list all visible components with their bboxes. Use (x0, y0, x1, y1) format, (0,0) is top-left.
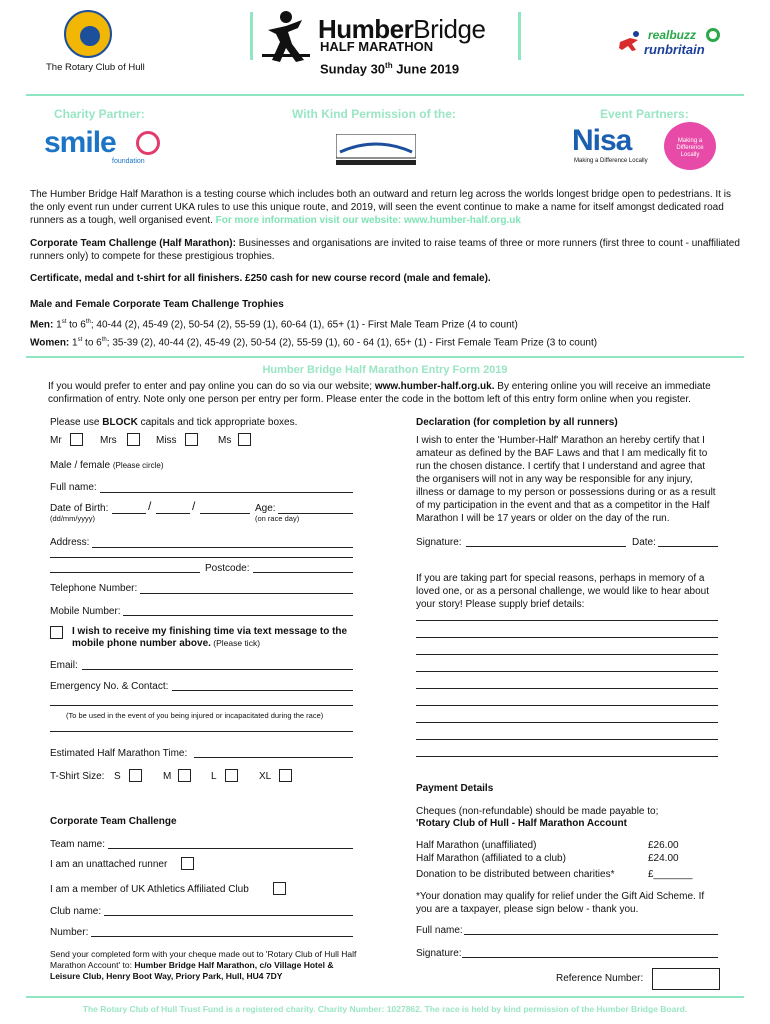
sms-line-2 (72, 637, 260, 650)
number-label: Number: (50, 927, 89, 938)
sms-line-1: I wish to receive my finishing time via text message to the (72, 626, 348, 637)
tshirt-label: T-Shirt Size: (50, 771, 105, 782)
trophies-heading: Male and Female Corporate Team Challenge Trophies (30, 299, 284, 310)
dob-day-field[interactable] (112, 513, 146, 514)
event-date-a: Sunday 30 (320, 61, 386, 77)
men-c: ; 40-44 (2), 45-49 (2), 50-54 (2), 55-59 (1), 60-64 (1), 65+ (1) - First Male Team Prize (4 to count) (90, 319, 518, 331)
women-categories (30, 334, 742, 349)
account-name: 'Rotary Club of Hull - Half Marathon Account (416, 818, 627, 829)
address-field-3[interactable] (50, 572, 200, 573)
fee-affiliated-value: £24.00 (648, 853, 679, 864)
full-name-field[interactable] (100, 492, 353, 493)
online-link[interactable]: www.humber-half.org.uk. (374, 381, 495, 392)
title-mrs-label: Mrs (100, 435, 117, 446)
cheques-text: Cheques (non-refundable) should be made payable to; (416, 806, 659, 817)
fee-affiliated-label: Half Marathon (affiliated to a club) (416, 853, 566, 864)
footer-rule (26, 996, 744, 998)
unattached-label: I am an unattached runner (50, 859, 168, 870)
block-c: capitals and tick appropriate boxes. (137, 417, 298, 428)
header-rule (26, 94, 744, 96)
title-miss-checkbox[interactable] (185, 433, 198, 446)
dob-year-field[interactable] (200, 513, 250, 514)
est-time-field[interactable] (194, 757, 353, 758)
affiliated-checkbox[interactable] (273, 882, 286, 895)
emergency-field-3[interactable] (50, 731, 353, 732)
telephone-label: Telephone Number: (50, 583, 138, 594)
men-categories (30, 316, 742, 331)
corporate-text: Businesses and organisations are invited to raise teams of three or more runners (first three to count - unaffiliated runners only) to compete for these prestigious trophies. (30, 238, 740, 262)
event-sub: HALF MARATHON (320, 39, 434, 54)
club-name-field[interactable] (104, 915, 353, 916)
telephone-field[interactable] (140, 593, 353, 594)
runner-logo-icon (258, 8, 314, 66)
form-title: Humber Bridge Half Marathon Entry Form 2019 (262, 364, 508, 376)
date-field[interactable] (658, 546, 718, 547)
size-l-label: L (211, 771, 217, 782)
permission-title: With Kind Permission of the: (292, 107, 456, 121)
gender-hint: (Please circle) (112, 461, 164, 470)
emergency-hint: (To be used in the event of you being injured or incapacitated during the race) (66, 711, 324, 720)
emergency-field-2[interactable] (50, 705, 353, 706)
smile-logo: smile (44, 126, 116, 159)
fee-unaffiliated-value: £26.00 (648, 840, 679, 851)
title-mr-checkbox[interactable] (70, 433, 83, 446)
unattached-checkbox[interactable] (181, 857, 194, 870)
send-address (50, 949, 360, 982)
size-l-checkbox[interactable] (225, 769, 238, 782)
women-sup2: th (101, 337, 107, 343)
pay-signature-field[interactable] (462, 957, 718, 958)
sms-checkbox[interactable] (50, 626, 63, 639)
mobile-label: Mobile Number: (50, 606, 121, 617)
event-date-sup: th (385, 61, 393, 70)
footer-text: The Rotary Club of Hull Trust Fund is a registered charity. Charity Number: 1027862. The race is held by kind permission of the Humber Bridge Board. (82, 1004, 688, 1014)
special-reasons-text: If you are taking part for special reasons, perhaps in memory of a loved one, or as a personal challenge, we would like to hear about your story! Please supply brief details: (416, 573, 709, 610)
story-line-6[interactable] (416, 705, 718, 706)
gender-field[interactable] (50, 459, 164, 472)
size-s-label: S (114, 771, 121, 782)
event-brand-a: Humber (318, 14, 414, 44)
making-difference-logo-text: Making a Difference Locally (676, 138, 704, 158)
event-brand-b: Bridge (413, 14, 486, 44)
men-b: to 6 (66, 319, 86, 331)
title-ms-checkbox[interactable] (238, 433, 251, 446)
realbuzz-logo: realbuzz (648, 28, 697, 42)
emergency-field-1[interactable] (172, 690, 353, 691)
online-a: If you would prefer to enter and pay online you can do so via our website; (48, 381, 375, 392)
nisa-tag: Making a Difference Locally (574, 158, 648, 164)
story-line-3[interactable] (416, 654, 718, 655)
story-line-5[interactable] (416, 688, 718, 689)
women-c: ; 35-39 (2), 40-44 (2), 45-49 (2), 50-54 (2), 55-59 (1), 60 - 64 (1), 65+ (1) - First Female Team Prize (3 to count) (106, 337, 598, 349)
target-icon (706, 28, 720, 42)
age-hint: (on race day) (255, 514, 300, 523)
men-a: 1 (53, 319, 62, 331)
runner-figure-icon (616, 30, 646, 52)
declaration-title: Declaration (for completion by all runners) (416, 417, 618, 428)
form-rule (26, 356, 744, 358)
dob-sep-1: / (148, 499, 152, 513)
send-a: Send your completed form with your cheque made out to 'Rotary Club of Hull Half Marathon Account' to: (50, 949, 357, 970)
women-b: to 6 (82, 337, 102, 349)
title-mr-label: Mr (50, 435, 62, 446)
gender-label: Male / female (50, 460, 111, 471)
emergency-label: Emergency No. & Contact: (50, 681, 169, 692)
email-label: Email: (50, 660, 78, 671)
corporate-paragraph (30, 237, 742, 263)
team-name-field[interactable] (108, 848, 353, 849)
corporate-heading: Corporate Team Challenge (Half Marathon): (30, 238, 236, 249)
est-time-label: Estimated Half Marathon Time: (50, 748, 188, 759)
story-line-7[interactable] (416, 722, 718, 723)
event-date-b: June 2019 (392, 61, 460, 77)
size-m-checkbox[interactable] (178, 769, 191, 782)
send-b: Humber Bridge Half Marathon, c/o Village Hotel & Leisure Club, Henry Boot Way, Priory Park, Hull, HU4 7DY (50, 960, 334, 981)
title-miss-label: Miss (156, 435, 177, 446)
smile-face-icon (136, 131, 160, 155)
story-line-8[interactable] (416, 739, 718, 740)
women-label: Women: (30, 337, 70, 349)
full-name-label: Full name: (50, 482, 97, 493)
postcode-field[interactable] (253, 572, 353, 573)
declaration-text: I wish to enter the 'Humber-Half' Marathon an hereby certify that I amateur as defined by the BAF Laws and that I am medically fit to run the chosen distance. I certify that I understand and agree that the organisers will not in any way be responsible for any injury, illness or damage to my person or possessions during or as a result of my participation in the event and that as a competitor in the Half Marathon I will be 17 years or older on the day of the run. (416, 435, 716, 524)
size-xl-label: XL (259, 771, 272, 782)
block-a: Please use (50, 417, 103, 428)
address-field-1[interactable] (92, 547, 353, 548)
donation-label: Donation to be distributed between charities* (416, 869, 615, 880)
address-label: Address: (50, 537, 90, 548)
men-sup2: th (85, 319, 91, 325)
pay-full-name-label: Full name: (416, 925, 463, 936)
postcode-label: Postcode: (205, 563, 250, 574)
dob-month-field[interactable] (156, 513, 190, 514)
men-label: Men: (30, 319, 54, 331)
humber-bridge-board-logo (336, 134, 416, 168)
online-c: By entering online you will receive an immediate confirmation of entry. Note only one person per entry per form. Please enter the code in the bottom left of this entry form online when you register. (48, 381, 711, 405)
corporate-team-title: Corporate Team Challenge (50, 816, 177, 827)
block-capitals-note (50, 416, 297, 429)
charity-partner-title: Charity Partner: (54, 107, 145, 121)
reference-label: Reference Number: (556, 973, 644, 984)
nisa-logo: Nisa (572, 124, 632, 157)
address-field-2[interactable] (50, 557, 353, 558)
size-m-label: M (163, 771, 172, 782)
fee-unaffiliated-label: Half Marathon (unaffiliated) (416, 840, 537, 851)
women-sup1: st (77, 337, 83, 343)
event-date (320, 61, 459, 76)
story-line-4[interactable] (416, 671, 718, 672)
intro-paragraph (30, 188, 742, 227)
age-label: Age: (255, 503, 276, 514)
smile-logo-sub: foundation (112, 158, 145, 165)
rotary-logo (64, 10, 112, 58)
divider (518, 12, 521, 60)
intro-text: The Humber Bridge Half Marathon is a testing course which includes both an outward and return leg across the worlds longest bridge open to pedestrians. It is the only event run under current UKA rules to use this unique route, and 2019, will seen the event continue to make a name for itself amongst dedicated road runners as a tough, well organised event. (30, 189, 731, 226)
number-field[interactable] (91, 936, 353, 937)
email-field[interactable] (82, 669, 353, 670)
dob-label: Date of Birth: (50, 503, 109, 514)
payment-title: Payment Details (416, 783, 494, 794)
block-b: BLOCK (102, 417, 138, 428)
sms-hint: (Please tick) (210, 638, 261, 648)
story-line-1[interactable] (416, 620, 718, 621)
website-link[interactable]: For more information visit our website: www.humber-half.org.uk (212, 215, 521, 226)
size-xl-checkbox[interactable] (279, 769, 292, 782)
men-sup1: st (61, 319, 67, 325)
women-a: 1 (69, 337, 78, 349)
signature-label: Signature: (416, 537, 462, 548)
affiliated-label: I am a member of UK Athletics Affiliated Club (50, 884, 249, 895)
title-mrs-checkbox[interactable] (127, 433, 140, 446)
club-name-label: Club name: (50, 906, 102, 917)
runbritain-logo: runbritain (644, 42, 705, 57)
event-partners-title: Event Partners: (600, 107, 689, 121)
finishers-text: Certificate, medal and t-shirt for all finishers. £250 cash for new course record (male and female). (30, 273, 491, 284)
size-s-checkbox[interactable] (129, 769, 142, 782)
reference-box[interactable] (652, 968, 720, 990)
dob-hint: (dd/mm/yyyy) (50, 514, 95, 523)
title-ms-label: Ms (218, 435, 232, 446)
divider (250, 12, 253, 60)
donation-field[interactable]: £_______ (648, 869, 693, 880)
giftaid-text: *Your donation may qualify for relief under the Gift Aid Scheme. If you are a taxpayer, please sign below - thank you. (416, 891, 705, 915)
online-entry-text (48, 380, 724, 406)
dob-sep-2: / (192, 499, 196, 513)
date-label: Date: (632, 537, 656, 548)
signature-field[interactable] (466, 546, 626, 547)
mobile-field[interactable] (123, 615, 353, 616)
story-line-9[interactable] (416, 756, 718, 757)
rotary-caption: The Rotary Club of Hull (46, 62, 145, 73)
story-line-2[interactable] (416, 637, 718, 638)
sms-b: mobile phone number above. (72, 638, 211, 649)
team-name-label: Team name: (50, 839, 106, 850)
pay-signature-label: Signature: (416, 948, 462, 959)
pay-full-name-field[interactable] (464, 934, 718, 935)
